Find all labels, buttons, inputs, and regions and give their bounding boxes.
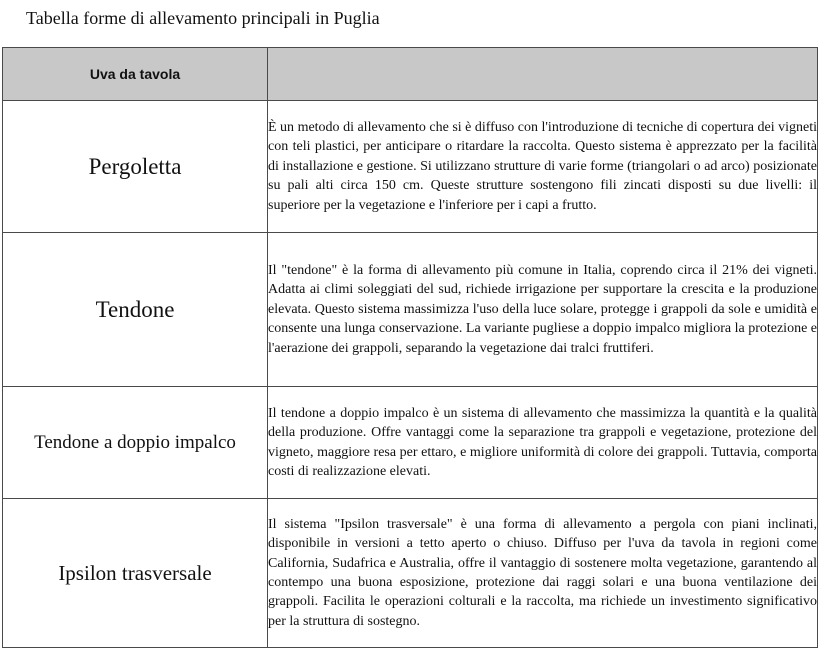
table-row: [3, 387, 818, 499]
system-name: Pergoletta: [3, 101, 268, 233]
table-row: [3, 499, 818, 648]
training-systems-table: [2, 47, 818, 648]
table-row: [3, 233, 818, 387]
document-title: Tabella forme di allevamento principali in Puglia: [26, 8, 380, 28]
table-header-row: [3, 48, 818, 101]
system-description: È un metodo di allevamento che si è diffuso con l'introduzione di tecniche di copertura dei vigneti con teli plastici, per anticipare o ritardare la raccolta. Questo sistema è apprezzato per la facilità di installazione e gestione. Si utilizzano strutture di varie forme (triangolari o ad arco) posizionate su pali alti circa 150 cm. Queste strutture sostengono fili zincati disposti su due livelli: il superiore per la vegetazione e l'inferiore per i capi a frutto.: [268, 101, 818, 233]
system-description: Il tendone a doppio impalco è un sistema di allevamento che massimizza la quantità e la qualità della produzione. Offre vantaggi come la separazione tra grappoli e vegetazione, protezione del vigneto, maggiore resa per ettaro, e migliore uniformità di colore dei grappoli. Tuttavia, comporta costi di realizzazione elevati.: [268, 387, 818, 499]
system-description: Il "tendone" è la forma di allevamento più comune in Italia, coprendo circa il 21% dei vigneti. Adatta ai climi soleggiati del sud, richiede irrigazione per supportare la crescita e la produzione elevata. Questo sistema massimizza l'uso della luce solare, protegge i grappoli da sole e umidità e consente una lunga conservazione. La variante pugliese a doppio impalco migliora la protezione e l'aerazione dei grappoli, separando la vegetazione dai tralci fruttiferi.: [268, 233, 818, 387]
header-label: Uva da tavola: [89, 66, 181, 82]
system-name: Ipsilon trasversale: [3, 499, 268, 648]
system-name: Tendone: [3, 233, 268, 387]
system-name: Tendone a doppio impalco: [3, 387, 268, 499]
header-cell-empty: [268, 48, 818, 101]
table-row: [3, 101, 818, 233]
header-cell-category: [3, 48, 268, 101]
system-description: Il sistema "Ipsilon trasversale" è una forma di allevamento a pergola con piani inclinati, disponibile in versioni a tetto aperto o chiuso. Diffuso per l'uva da tavola in regioni come California, Sudafrica e Australia, offre il vantaggio di sostenere molta vegetazione, garantendo al contempo una buona esposizione, protezione dai raggi solari e una buona ventilazione dei grappoli. Facilita le operazioni colturali e la raccolta, ma richiede un investimento significativo per la struttura di sostegno.: [268, 499, 818, 648]
